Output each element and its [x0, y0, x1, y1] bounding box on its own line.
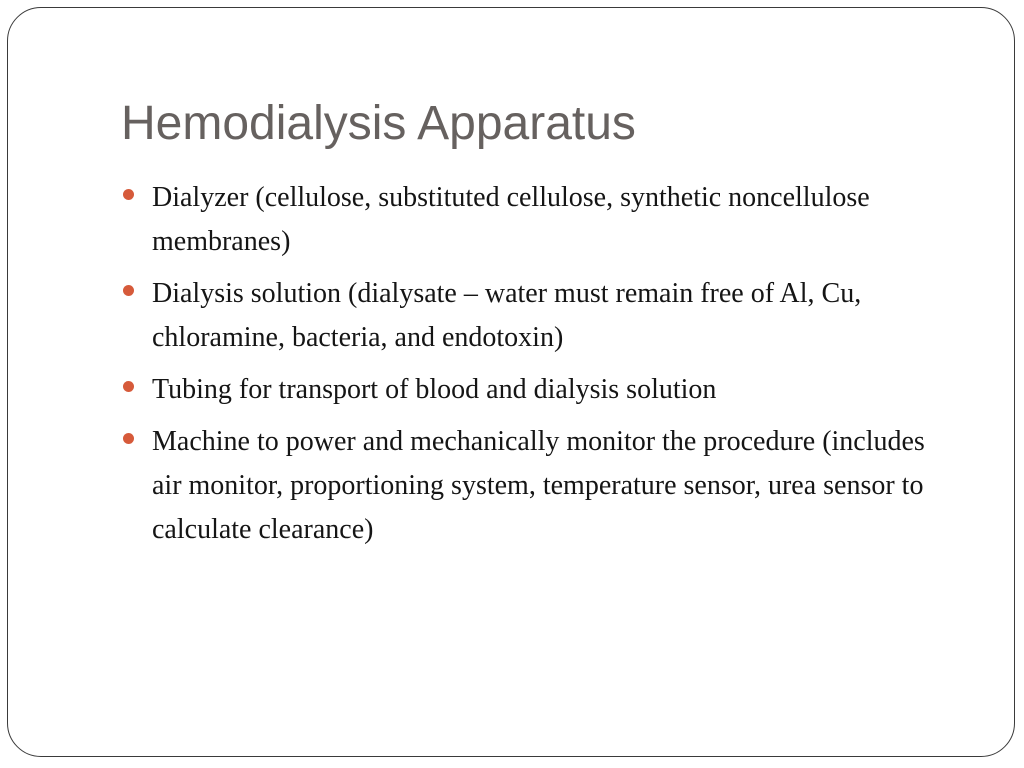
bullet-dot-icon	[123, 285, 134, 296]
bullet-dot-icon	[123, 189, 134, 200]
bullet-text: Machine to power and mechanically monitor the procedure (includes air monitor, proportioning system, temperature sensor, urea sensor to calculate clearance)	[152, 426, 925, 545]
bullet-item-machine	[121, 420, 961, 552]
bullet-list	[121, 176, 961, 560]
slide-title: Hemodialysis Apparatus	[121, 97, 636, 150]
slide	[7, 7, 1015, 757]
bullet-dot-icon	[123, 381, 134, 392]
bullet-dot-icon	[123, 433, 134, 444]
bullet-item-dialyzer	[121, 176, 961, 264]
bullet-item-tubing	[121, 368, 961, 412]
bullet-text: Tubing for transport of blood and dialysis solution	[152, 374, 717, 405]
bullet-item-dialysis-solution	[121, 272, 961, 360]
bullet-text: Dialysis solution (dialysate – water must remain free of Al, Cu, chloramine, bacteria, and endotoxin)	[152, 278, 862, 353]
bullet-text: Dialyzer (cellulose, substituted cellulose, synthetic noncellulose membranes)	[152, 182, 870, 257]
